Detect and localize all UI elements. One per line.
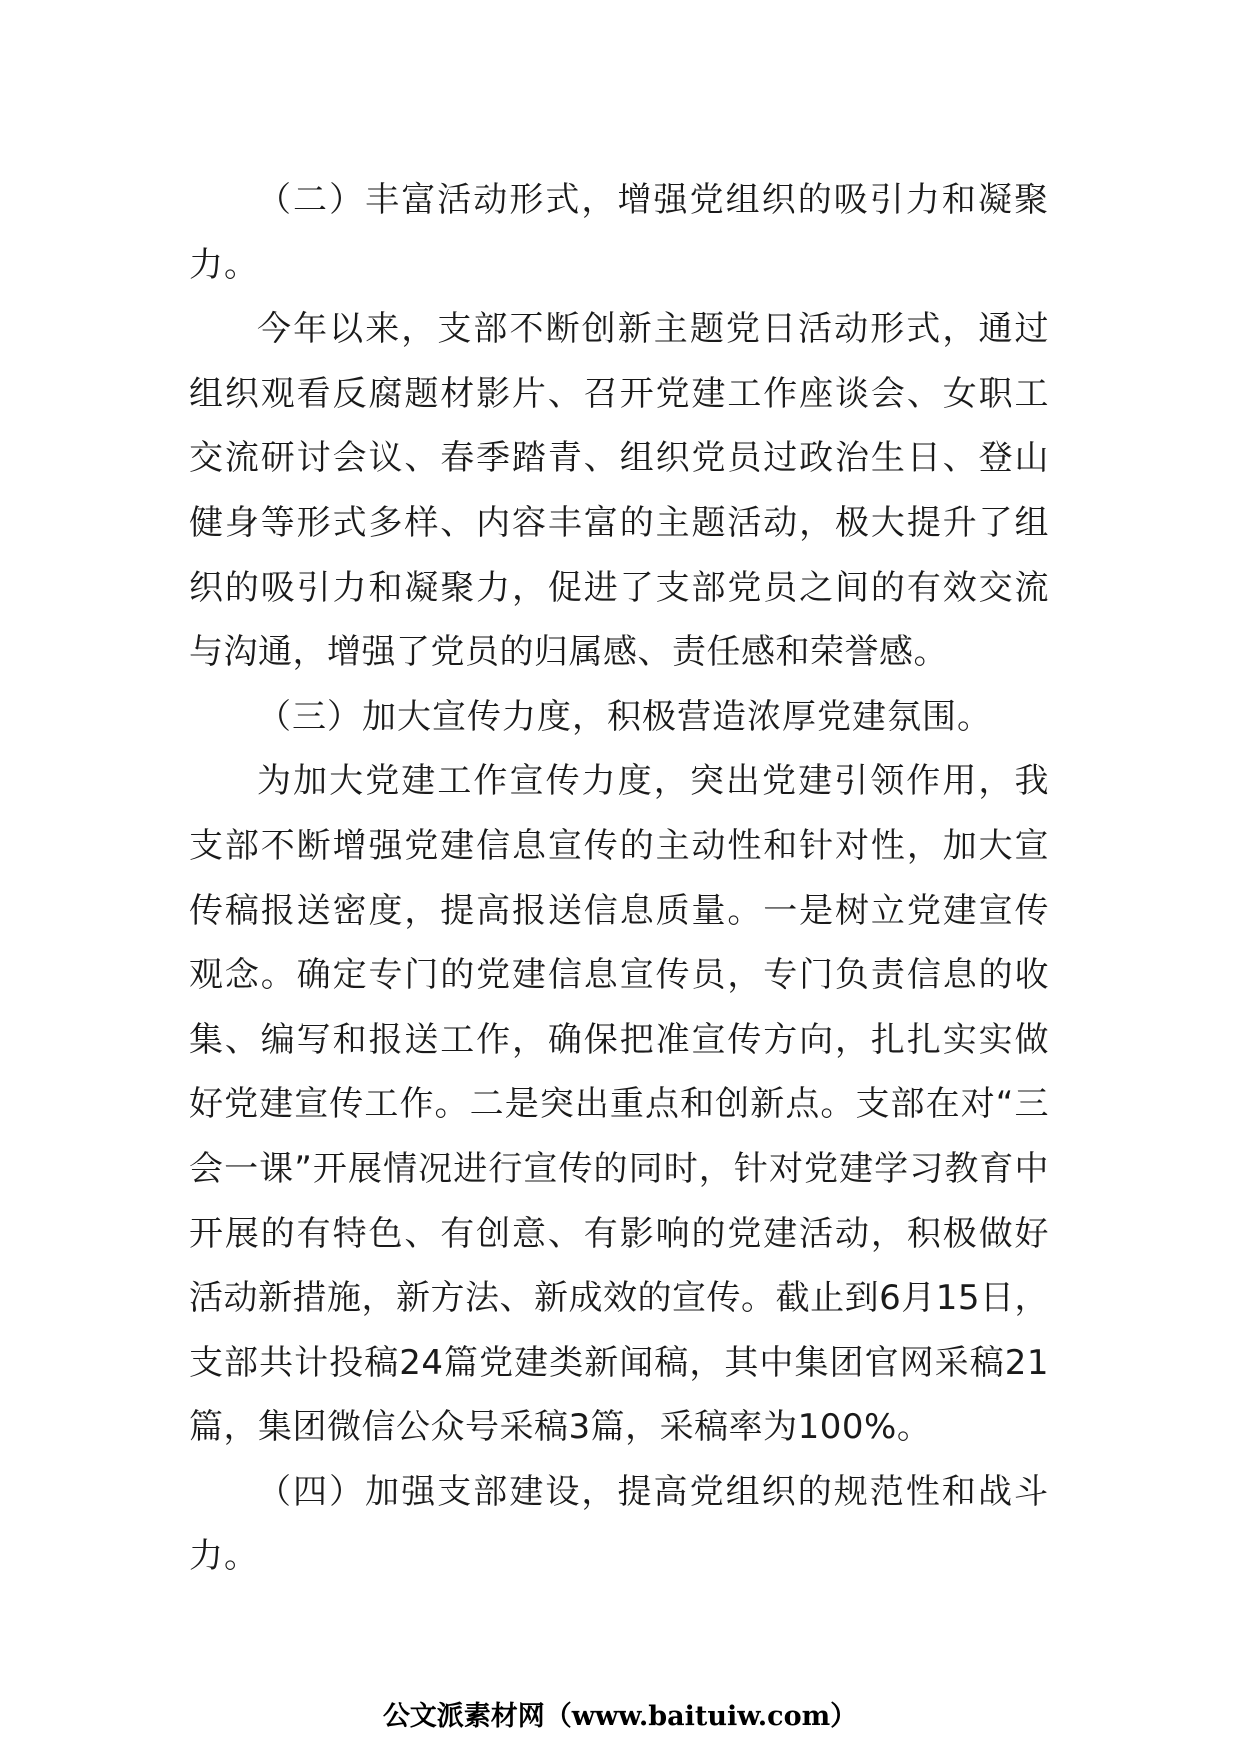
document-body (189, 168, 1049, 1589)
body-paragraph-publicity: 为加大党建工作宣传力度，突出党建引领作用，我支部不断增强党建信息宣传的主动性和针对性，加大宣传稿报送密度，提高报送信息质量。一是树立党建宣传观念。确定专门的党建信息宣传员，专门负责信息的收集、编写和报送工作，确保把准宣传方向，扎扎实实做好党建宣传工作。二是突出重点和创新点。支部在对“三会一课”开展情况进行宣传的同时，针对党建学习教育中开展的有特色、有创意、有影响的党建活动，积极做好活动新措施，新方法、新成效的宣传。截止到6月15日，支部共计投稿24篇党建类新闻稿，其中集团官网采稿21篇，集团微信公众号采稿3篇，采稿率为100%。 (189, 761, 1049, 1448)
body-paragraph-activities: 今年以来，支部不断创新主题党日活动形式，通过组织观看反腐题材影片、召开党建工作座谈会、女职工交流研讨会议、春季踏青、组织党员过政治生日、登山健身等形式多样、内容丰富的主题活动，极大提升了组织的吸引力和凝聚力，促进了支部党员之间的有效交流与沟通，增强了党员的归属感、责任感和荣誉感。 (189, 309, 1049, 673)
section-heading-2: （二）丰富活动形式，增强党组织的吸引力和凝聚力。 (189, 180, 1049, 285)
section-heading-4: （四）加强支部建设，提高党组织的规范性和战斗力。 (189, 1471, 1049, 1577)
footer-watermark: 公文派素材网（www.baituiw.com） (382, 1701, 858, 1732)
section-heading-3: （三）加大宣传力度，积极营造浓厚党建氛围。 (257, 696, 992, 737)
